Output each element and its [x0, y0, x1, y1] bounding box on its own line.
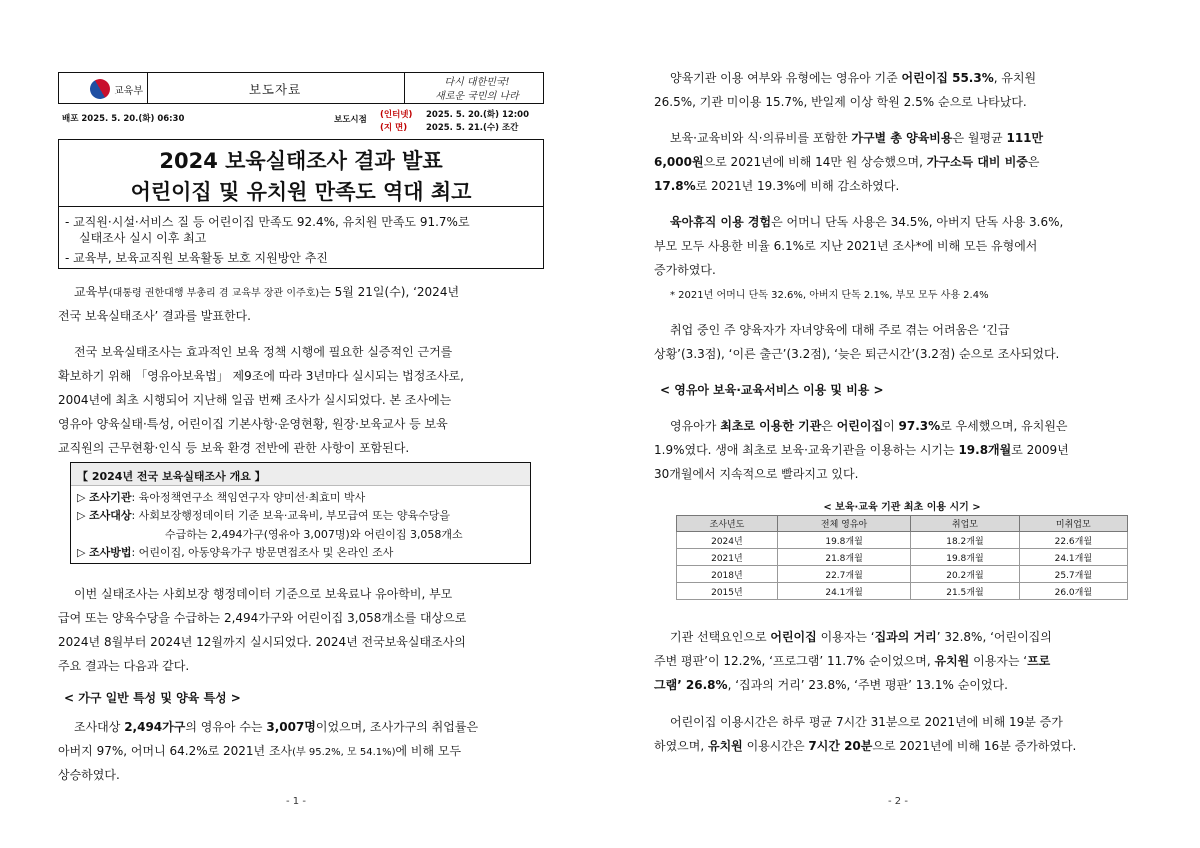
overview-target-2: 수급하는 2,494가구(영유아 3,007명)와 어린이집 3,058개소 — [165, 528, 463, 541]
overview-method: ▷ 조사방법: 어린이집, 아동양육가구 방문면접조사 및 온라인 조사 — [77, 546, 394, 559]
doc-type: 보도자료 — [248, 82, 302, 97]
childcare-cost-paragraph: 보육·교육비와 식·의류비를 포함한 가구별 총 양육비용은 월평균 111만 6,000원으로 2021년에 비해 14만 원 상승했으며, 가구소득 대비 비중은 17.8%로 2021년 19.3%에 비해 감소하였다. — [654, 131, 1044, 193]
table-cell: 24.1개월 — [1019, 549, 1127, 566]
slogan-logo — [411, 74, 541, 102]
first-use-table — [676, 515, 1128, 600]
overview-title: 【 2024년 전국 보육실태조사 개요 】 — [77, 470, 266, 483]
overview-agency: ▷ 조사기관: 육아정책연구소 책임연구자 양미선·최효미 박사 — [77, 491, 366, 504]
selection-factor-paragraph: 기관 선택요인으로 어린이집 이용자는 ‘집과의 거리’ 32.8%, ‘어린이집의 주변 평판’이 12.2%, ‘프로그램’ 11.7% 순이었으며, 유치원 이용자는 ‘프로 그램’ 26.8%, ‘집과의 거리’ 23.8%, ‘주변 평판’ 13.1% 순이었다. — [654, 630, 1052, 692]
p2-line: 확보하기 위해 「영유아보육법」 제9조에 따라 3년마다 실시되는 법정조사로, — [58, 369, 464, 383]
table-row — [677, 566, 1128, 583]
table-cell: 22.6개월 — [1019, 532, 1127, 549]
p3-line: 급여 또는 양육수당을 수급하는 2,494가구와 어린이집 3,058개소를 대상으로 — [58, 611, 467, 625]
intro-rest: 는 5월 21일(수), ‘2024년 — [319, 285, 460, 299]
table-header-cell: 전체 영유아 — [777, 516, 910, 532]
parental-leave-paragraph: 육아휴직 이용 경험은 어머니 단독 사용은 34.5%, 아버지 단독 사용 3.6%, 부모 모두 사용한 비율 6.1%로 지난 2021년 조사*에 비해 모든 유형에서 증가하였다. — [654, 215, 1064, 277]
section-household: < 가구 일반 특성 및 양육 특성 > — [64, 691, 241, 705]
table-cell: 2018년 — [677, 566, 778, 583]
p2-line: 교직원의 근무현황·인식 등 보육 환경 전반에 관한 사항이 포함된다. — [58, 441, 410, 455]
page-2 — [654, 0, 1150, 848]
embargo-paper-time: 2025. 5. 21.(수) 조간 — [426, 123, 519, 133]
subtitle-box — [58, 207, 544, 269]
embargo-internet-tag: (인터넷) — [380, 110, 413, 120]
table-row — [677, 583, 1128, 600]
intro-paren: (대통령 권한대행 부총리 겸 교육부 장관 이주호) — [108, 288, 320, 299]
table-row — [677, 532, 1128, 549]
intro-paragraph — [58, 280, 546, 328]
title-box — [58, 139, 544, 207]
table-cell: 25.7개월 — [1019, 566, 1127, 583]
table-cell: 2021년 — [677, 549, 778, 566]
intro-line-2: 전국 보육실태조사’ 결과를 발표한다. — [58, 309, 251, 323]
table-cell: 21.8개월 — [777, 549, 910, 566]
ministry-logo — [62, 76, 148, 101]
p3-line: 2024년 8월부터 2024년 12월까지 실시되었다. 2024년 전국보육실태조사의 — [58, 635, 466, 649]
facility-usage-paragraph: 양육기관 이용 여부와 유형에는 영유아 기준 어린이집 55.3%, 유치원 26.5%, 기관 미이용 15.7%, 반일제 이상 학원 2.5% 순으로 나타났다. — [654, 71, 1037, 109]
footnote: * 2021년 어머니 단독 32.6%, 아버지 단독 2.1%, 부모 모두 사용 2.4% — [670, 290, 989, 301]
taegeuk-emblem-icon — [86, 75, 113, 102]
table-cell: 2015년 — [677, 583, 778, 600]
table-cell: 19.8개월 — [911, 549, 1019, 566]
intro-subject: 교육부 — [74, 285, 109, 299]
table-header-cell: 조사년도 — [677, 516, 778, 532]
survey-overview-box — [70, 462, 531, 564]
distribution-time: 배포 2025. 5. 20.(화) 06:30 — [62, 114, 185, 124]
table-cell: 19.8개월 — [777, 532, 910, 549]
table-cell: 2024년 — [677, 532, 778, 549]
working-parent-paragraph: 취업 중인 주 양육자가 자녀양육에 대해 주로 겪는 어려움은 ‘긴급 상황’(3.3점), ‘이른 출근’(3.2점), ‘늦은 퇴근시간’(3.2점) 순으로 조사되었다. — [654, 323, 1060, 361]
table-header-cell: 취업모 — [911, 516, 1019, 532]
table-row — [677, 549, 1128, 566]
title-line-1: 2024 보육실태조사 결과 발표 — [159, 149, 443, 173]
subtitle-2: - 교육부, 보육교직원 보육활동 보호 지원방안 추진 — [65, 251, 328, 265]
ministry-name: 교육부 — [114, 86, 143, 97]
svg-text:다시 대한민국!: 다시 대한민국! — [444, 77, 510, 88]
page-number-1: - 1 - — [286, 796, 306, 807]
svg-text:새로운 국민의 나라: 새로운 국민의 나라 — [435, 91, 519, 102]
embargo-internet-time: 2025. 5. 20.(화) 12:00 — [426, 110, 530, 120]
table-cell: 26.0개월 — [1019, 583, 1127, 600]
page-1 — [58, 0, 546, 848]
table-cell: 21.5개월 — [911, 583, 1019, 600]
table-cell: 20.2개월 — [911, 566, 1019, 583]
table-caption: < 보육·교육 기관 최초 이용 시기 > — [823, 502, 981, 513]
embargo-paper-tag: (지 면) — [380, 123, 408, 133]
table-cell: 18.2개월 — [911, 532, 1019, 549]
survey-scope-paragraph — [58, 582, 546, 678]
household-paragraph: 조사대상 2,494가구의 영유아 수는 3,007명이었으며, 조사가구의 취업률은 아버지 97%, 어머니 64.2%로 2021년 조사(부 95.2%, 모 54.1%)에 비해 모두 상승하였다. — [58, 720, 479, 782]
page-number-2: - 2 - — [888, 796, 908, 807]
survey-background-paragraph — [58, 340, 546, 460]
p3-line: 이번 실태조사는 사회보장 행정데이터 기준으로 보육료나 유아학비, 부모 — [74, 587, 453, 601]
p2-line: 2004년에 최초 시행되어 지난해 일곱 번째 조사가 실시되었다. 본 조사에는 — [58, 393, 452, 407]
table-header-row — [677, 516, 1128, 532]
overview-target: ▷ 조사대상: 사회보장행정데이터 기준 보육·교육비, 부모급여 또는 양육수당을 — [77, 509, 451, 522]
p3-line: 주요 결과는 다음과 같다. — [58, 659, 190, 673]
subtitle-1b: 실태조사 실시 이후 최고 — [79, 231, 207, 245]
first-facility-paragraph: 영유아가 최초로 이용한 기관은 어린이집이 97.3%로 우세했으며, 유치원은 1.9%였다. 생애 최초로 보육·교육기관을 이용하는 시기는 19.8개월로 2009년 30개월에서 지속적으로 빨라지고 있다. — [654, 419, 1069, 481]
table-header-cell: 미취업모 — [1019, 516, 1127, 532]
embargo-label: 보도시점 — [334, 115, 367, 125]
table-cell: 22.7개월 — [777, 566, 910, 583]
usage-time-paragraph: 어린이집 이용시간은 하루 평균 7시간 31분으로 2021년에 비해 19분 증가 하였으며, 유치원 이용시간은 7시간 20분으로 2021년에 비해 16분 증가하였다. — [654, 715, 1077, 753]
press-header — [58, 72, 544, 104]
title-line-2: 어린이집 및 유치원 만족도 역대 최고 — [130, 180, 472, 204]
subtitle-1a: - 교직원·시설·서비스 질 등 어린이집 만족도 92.4%, 유치원 만족도 91.7%로 — [65, 215, 470, 229]
p2-line: 전국 보육실태조사는 효과적인 보육 정책 시행에 필요한 실증적인 근거를 — [74, 345, 453, 359]
section-service-usage: < 영유아 보육·교육서비스 이용 및 비용 > — [660, 383, 884, 397]
table-cell: 24.1개월 — [777, 583, 910, 600]
p2-line: 영유아 양육실태·특성, 어린이집 기본사항·운영현황, 원장·보육교사 등 보육 — [58, 417, 448, 431]
